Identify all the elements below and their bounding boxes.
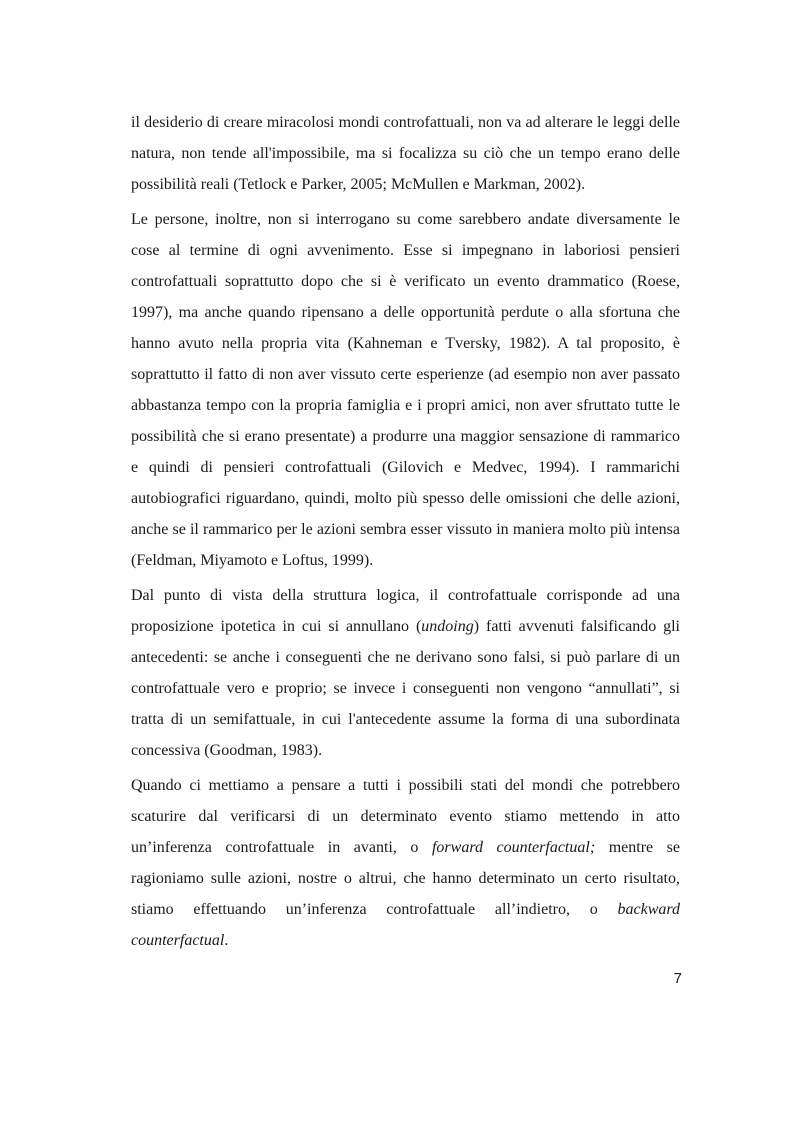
text-run: Le persone, inoltre, non si interrogano su come sarebbero andate diversamente le cose al termine di ogni avvenimento. Esse si impegnano in laboriosi pensieri controfattuali soprattutto dopo che si è verificato un evento drammatico (Roese, 1997), ma anche quando ripensano a delle opportunità perdute o alla sfortuna che hanno avuto nella propria vita (Kahneman e Tversky, 1982). A tal proposito, è soprattutto il fatto di non aver vissuto certe esperienze (ad esempio non aver passato abbastanza tempo con la propria famiglia e i propri amici, non aver sfruttato tutte le possibilità che si erano presentate) a produrre una maggior sensazione di rammarico e quindi di pensieri controfattuali (Gilovich e Medvec, 1994). I rammarichi autobiografici riguardano, quindi, molto più spesso delle omissioni che delle azioni, anche se il rammarico per le azioni sembra esser vissuto in maniera molto più intensa (Feldman, Miyamoto e Loftus, 1999).	[131, 211, 680, 569]
italic-term-undoing: undoing	[421, 618, 474, 635]
text-run: .	[224, 932, 229, 949]
body-text	[131, 107, 680, 960]
paragraph	[131, 770, 680, 956]
text-run: ) fatti avvenuti falsificando gli antecedenti: se anche i conseguenti che ne derivano sono falsi, si può parlare di un controfattuale vero e proprio; se invece i conseguenti non vengono “annullati”, si tratta di un semifattuale, in cui l'antecedente assume la forma di una subordinata concessiva (Goodman, 1983).	[131, 618, 680, 759]
paragraph	[131, 107, 680, 200]
text-run: il desiderio di creare miracolosi mondi controfattuali, non va ad alterare le leggi delle natura, non tende all'impossibile, ma si focalizza su ciò che un tempo erano delle possibilità reali (Tetlock e Parker, 2005; McMullen e Markman, 2002).	[131, 114, 680, 193]
italic-term-backward-counterfactual: backward counterfactual	[131, 901, 680, 949]
paragraph	[131, 204, 680, 576]
text-run: mentre se ragioniamo sulle azioni, nostre o altrui, che hanno determinato un certo risultato, stiamo effettuando un’inferenza controfattuale all’indietro, o	[131, 839, 681, 918]
paragraph	[131, 580, 680, 766]
text-run: Quando ci mettiamo a pensare a tutti i possibili stati del mondi che potrebbero scaturire dal verificarsi di un determinato evento stiamo mettendo in atto un’inferenza controfattuale in avanti, o	[131, 777, 680, 856]
page-number: 7	[673, 970, 682, 987]
italic-term-forward-counterfactual: forward counterfactual;	[431, 839, 596, 856]
text-run: Dal punto di vista della struttura logica, il controfattuale corrisponde ad una proposizione ipotetica in cui si annullano (	[131, 587, 680, 635]
